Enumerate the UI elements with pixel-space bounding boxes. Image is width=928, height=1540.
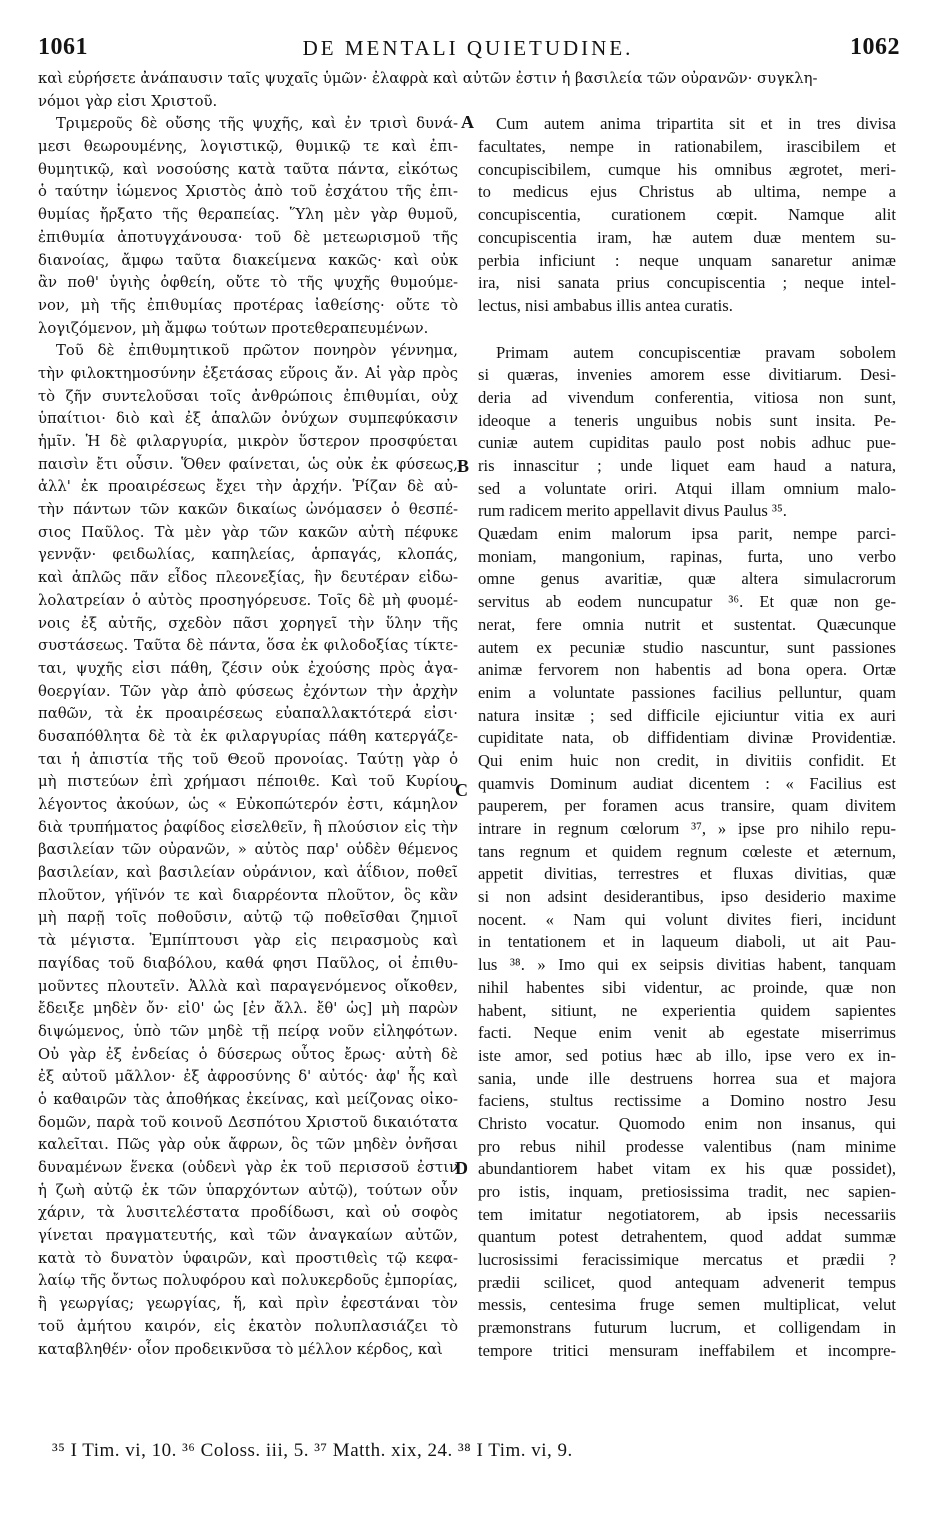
greek-text-line: Τοῦ δὲ ἐπιθυμητικοῦ πρῶτον πονηρὸν γέννημα, — [56, 342, 458, 360]
running-title: DE MENTALI QUIETUDINE. — [302, 36, 634, 60]
latin-text-line: to medicus ejus Christus ab ultima, nempe a — [478, 182, 896, 202]
latin-text-line: sed a voluntate oriri. Atqui illam omnium malo- — [478, 478, 896, 498]
greek-text-line: νοις ἐξ αὐτῆς, σχεδὸν πᾶσι χορηγεῖ τὴν ὕλην τῆς — [38, 614, 458, 632]
latin-text-line: tempore tritici mensuram ineffabilem et incompre- — [478, 1340, 896, 1360]
latin-text-line: iste amor, sed potius hæc ab illo, ipse vero ex in- — [478, 1045, 896, 1065]
latin-text-line: deria ad vivendum conferentia, vitiosa non sunt, — [478, 387, 896, 407]
greek-text-line: ἂν ποθ' ὑγιὴς ὀφθείη, οὔτε τὸ τῆς ψυχῆς θυμούμε- — [38, 274, 458, 292]
paragraph-gap — [478, 318, 896, 342]
latin-text-line: facultates, nempe in rationabilem, irascibilem et — [478, 137, 896, 157]
greek-text-line: τοῦ ἀμήτου καιρόν, εἰς ἑκατὸν πολυπλασιάζει τὸ — [38, 1317, 458, 1335]
latin-text-line: servitus ab eodem nuncupatur ³⁶. Et quæ non ge- — [478, 592, 896, 612]
latin-text-line: si non adsint desiderantibus, ipso desiderio maxime — [478, 887, 896, 907]
latin-text-line: præmonstrans futurum lucrum, et colligendam in — [478, 1318, 896, 1338]
greek-text-line: καὶ εὑρήσετε ἀνάπαυσιν ταῖς ψυχαῖς ὑμῶν· ἐλαφρὰ καὶ αὐτῶν ἐστιν ἡ βασιλεία τῶν οὐρανῶν· συγκλη- — [38, 70, 818, 87]
greek-text-line: ται ἡ ἀπιστία τῆς τοῦ Θεοῦ προνοίας. Ταύτῃ γὰρ ὁ — [38, 750, 458, 768]
latin-text-line: moniam, mangonium, rapinas, furta, uno verbo — [478, 546, 896, 566]
greek-text-line: διὰ τρυπήματος ῥαφίδος εἰσελθεῖν, ἢ πλούσιον εἰς τὴν — [38, 818, 458, 836]
greek-text-line: τὴν πάντων τῶν κακῶν δικαίως ὠνόμασεν ὁ θεσπέ- — [38, 501, 458, 519]
greek-text-line: λέγοντος ἀκούων, ὡς « Εὐκοπώτερόν ἐστι, κάμηλον — [38, 796, 458, 813]
section-marker-c: C — [455, 780, 468, 800]
greek-text-line: λογιζόμενον, μὴ ἄμφω τούτων προτεθεραπευμένων. — [38, 319, 429, 337]
page-header — [28, 34, 908, 60]
footnotes: ³⁵ I Tim. vi, 10. ³⁶ Coloss. iii, 5. ³⁷ Matth. xix, 24. ³⁸ I Tim. vi, 9. — [52, 1440, 573, 1461]
latin-text-line: tans regnum et quidem regnum cœleste et æternum, — [478, 841, 896, 861]
greek-text-line: δομῶν, παρὰ τοῦ κοινοῦ Δεσπότου Χριστοῦ δικαιότατα — [38, 1113, 458, 1131]
greek-text-line: νόμοι γὰρ εἰσι Χριστοῦ. — [38, 92, 218, 110]
greek-text-line: λαίῳ τῆς ὄντως πολυφόρου καὶ πολυκερδοῦς ἐμπορίας, — [38, 1272, 458, 1290]
latin-text-line: facti. Neque enim venit ab egestate miserrimus — [478, 1023, 896, 1043]
latin-text-line: intrare in regnum cœlorum ³⁷, » ipse pro nihilo repu- — [478, 819, 896, 839]
greek-text-line: νον, μὴ τῆς ἐπιθυμίας προτέρας ἰαθείσης· οὔτε τὸ — [38, 296, 458, 314]
greek-text-line: μεσι θεωρουμένης, λογιστικῷ, θυμικῷ τε καὶ ἐπι- — [38, 138, 458, 156]
greek-text-line: σιος Παῦλος. Τὰ μὲν γὰρ τῶν κακῶν αὐτὴ πέφυκε — [38, 523, 458, 541]
greek-text-line: τὸ ζῆν συντελοῦσαι τοῖς ἀνθρώποις ἐπιθυμίαι, οὐχ — [38, 387, 458, 405]
latin-text-line: faciens, stultus rectissime a Domino nostro Jesu — [478, 1091, 896, 1111]
section-marker-a: A — [461, 112, 474, 132]
latin-text-line: si quæras, invenies amorem esse divitiarum. Desi- — [478, 365, 896, 385]
latin-text-line: lucrosissimi feracissimique mercatus et prædii ? — [478, 1250, 896, 1270]
greek-text-line: παισὶν ἔτι οὖσιν. Ὅθεν φαίνεται, ὡς οὐκ ἐκ φύσεως, — [38, 455, 458, 473]
latin-text-line: Cum autem anima tripartita sit et in tres divisa — [496, 114, 896, 134]
greek-text-line: λολατρείαν ὁ αὐτὸς προσηγόρευσε. Τοῖς δὲ μὴ φυομέ- — [38, 591, 458, 609]
greek-text-line: καὶ ἁπλῶς πᾶν εἶδος πλεονεξίας, ἣν δευτέραν εἰδω- — [38, 569, 458, 587]
greek-text-line: θυμητικῷ, καὶ νοσούσης κατὰ ταῦτα πάντα, εἰκότως — [38, 160, 458, 178]
greek-text-line: ἢ γεωργίας; γεωργίας, ἥ, καὶ πρὶν ἐφεστάναι τὸν — [38, 1295, 458, 1313]
greek-text-line: γίνεται πραγματευτής, καὶ τῶν ἀναγκαίων αὐτῶν, — [38, 1227, 458, 1245]
latin-text-line: autem ex pecuniæ studio nascuntur, sunt passiones — [478, 637, 896, 657]
greek-text-line: ται, ψυχῆς εἰσι πάθη, ζέσιν οὐκ ἐχούσης πρὸς ἀγα- — [38, 659, 458, 677]
greek-text-line: θυμίας ἤρξατο τῆς θεραπείας. Ὕλη μὲν γὰρ θυμοῦ, — [38, 206, 458, 224]
latin-text-line: enim a voluntate passiones facilius pelluntur, quam — [478, 682, 896, 702]
greek-text-line: Τριμεροῦς δὲ οὔσης τῆς ψυχῆς, καὶ ἐν τρισὶ δυνά- — [56, 115, 458, 133]
greek-text-line: ὁ ταύτην ἰώμενος Χριστὸς ἀπὸ τοῦ ἐσχάτου τῆς ἐπι- — [38, 183, 458, 201]
latin-text-line: habent, sitiunt, ne experientia quidem sapientes — [478, 1000, 896, 1020]
latin-text-line: Qui enim huic non credit, in divitiis confidit. Et — [478, 750, 896, 770]
latin-text-line: Primam autem concupiscentiæ pravam sobolem — [496, 342, 896, 362]
latin-column — [478, 113, 896, 1362]
latin-text-line: ideoque a teneris unguibus nobis sunt insita. Pe- — [478, 410, 896, 430]
greek-text-line: ἔδειξε μηδὲν ὄν· εἰ0' ὡς [ἐν ἄλλ. ἔθ' ὡς] μὴ παρὼν — [38, 1000, 458, 1018]
section-marker-d: D — [455, 1158, 468, 1178]
greek-text-line: δυσαπόθλητα δὲ τὰ ἐκ φιλαργυρίας πάθη κατεργάζε- — [38, 727, 458, 745]
latin-text-line: quamvis Dominum audiat dicentem : « Facilius est — [478, 773, 896, 793]
greek-text-line: Οὐ γὰρ ἐξ ἐνδείας ὁ δύσερως οὗτος ἔρως· αὐτὴ δὲ — [38, 1045, 458, 1063]
greek-text-line: ἡμῖν. Ἡ δὲ φιλαργυρία, μικρὸν ὕστερον προσφύεται — [38, 433, 458, 450]
greek-text-line: βασιλείαν, καὶ βασιλείαν οὐράνιον, καὶ ἀΐδιον, ποθεῖ — [38, 864, 458, 882]
greek-text-line: μὴ πιστεύων ἐπὶ χρήμασι πέποιθε. Καὶ τοῦ Κυρίου — [38, 773, 458, 791]
latin-text-line: sania, unde ille destruens horrea sua et majora — [478, 1068, 896, 1088]
greek-text-line: ἀλλ' ἐκ προαιρέσεως ἔχει τὴν ἀρχήν. Ῥίζαν δὲ αὐ- — [38, 478, 458, 496]
latin-text-line: ira, nisi sanata prius concupiscentia ; neque intel- — [478, 273, 896, 293]
latin-text-line: pro istis, inquam, pretiosissima tradit, nec sapien- — [478, 1182, 896, 1202]
greek-text-line: πλοῦτον, γήϊνόν τε καὶ διαρρέοντα πλοῦτον, ὃς κἂν — [38, 886, 458, 904]
greek-text-line: γεννᾷν· φειδωλίας, καπηλείας, ἁρπαγάς, κλοπάς, — [38, 546, 458, 564]
greek-text-line: ἐπιθυμία ἀποτυγχάνουσα· τοῦ δὲ μετεωρισμοῦ τῆς — [38, 228, 458, 246]
greek-text-line: μοῦντες πλουτεῖν. Ἀλλὰ καὶ παραγενόμενος οἴκοθεν, — [38, 977, 458, 995]
latin-text-line: omne genus avaritiæ, quæ altera simulacrorum — [478, 569, 896, 589]
greek-text-line: χάριν, τὰ λυσιτελέστατα προδίδωσι, καὶ οὐ σοφὸς — [38, 1204, 458, 1222]
latin-text-line: in tentationem et in laqueum diaboli, ut ait Pau- — [478, 932, 896, 952]
latin-text-line: ris innascitur ; unde liquet eam haud a natura, — [478, 456, 896, 476]
latin-text-line: rum radicem merito appellavit divus Paulus ³⁵. — [478, 501, 787, 521]
greek-text-line: βασιλείαν τῶν οὐρανῶν, » αὐτὸς παρ' οὐδὲν θέμενος — [38, 841, 458, 859]
latin-text-line: nihil habentes sibi videntur, ac proinde, quæ non — [478, 977, 896, 997]
latin-text-line: quantum potest detrahentem, quod addat summæ — [478, 1227, 896, 1247]
greek-text-line: θοεργίαν. Τῶν γὰρ ἀπὸ φύσεως ἐχόντων τὴν ἀρχὴν — [38, 682, 458, 700]
latin-text-line: concupiscibilem, cumque his omnibus ægrotet, meri- — [478, 159, 896, 179]
latin-text-line: pauperem, per foramen acus transire, quam divitem — [478, 796, 896, 816]
page-number-left: 1061 — [38, 34, 88, 60]
latin-text-line: appetit divitias, terrestres et fluxas divitias, quæ — [478, 864, 896, 884]
latin-text-line: concupiscentia, curationem cœpit. Namque alit — [478, 205, 896, 225]
latin-text-line: animæ fervorem non habentis ad bona opera. Ortæ — [478, 660, 896, 680]
greek-text-line: ὁ καθαιρῶν τὰς ἀποθήκας ἐκείνας, καὶ μείζονας οἰκο- — [38, 1090, 458, 1108]
page-number-right: 1062 — [850, 34, 900, 60]
latin-text-line: nocent. « Nam qui volunt divites fieri, incidunt — [478, 909, 896, 929]
latin-text-line: perbia inficiunt : neque unquam sanaretur animæ — [478, 250, 896, 270]
greek-text-line: κατὰ τὸ δυνατὸν ὑφαιρῶν, καὶ προστιθεὶς τῷ κεφα- — [38, 1249, 458, 1267]
latin-text-line: cuniæ autem cupiditas paulo post nobis adhuc pue- — [478, 433, 896, 453]
latin-text-line: nerat, fere omnia nutrit et sustentat. Quæcunque — [478, 614, 896, 634]
greek-text-line: διψώμενος, ὑπὸ τῶν μηδὲ τῇ πείρᾳ νοῦν εἰληφότων. — [38, 1022, 458, 1040]
latin-text-line: abundantiorem habet vitam ex his quæ possidet), — [478, 1159, 896, 1179]
latin-text-line: tem imitatur negotiatorem, ab ipsis necessariis — [478, 1204, 896, 1224]
latin-text-line: Christo vocatur. Quomodo enim non insanus, qui — [478, 1113, 896, 1133]
greek-text-line: παθῶν, τὰ ἐκ προαιρέσεως εὐαπαλλακτότερά εἰσι· — [38, 705, 458, 723]
latin-text-line: cupiditate nata, ob diffidentiam divinæ Providentiæ. — [478, 728, 896, 748]
greek-text-line: διανοίας, ἄμφω ταῦτα διακείμενα κακῶς· καὶ οὐκ — [38, 251, 458, 269]
greek-text-line: καλεῖται. Πῶς γὰρ οὐκ ἄφρων, ὃς τῶν μηδὲν ὀνῆσαι — [38, 1136, 458, 1154]
greek-text-line: καταβληθέν· οἷον προδεικνῦσα τὸ μέλλον κέρδος, καὶ — [38, 1340, 443, 1358]
section-marker-b: B — [457, 456, 470, 476]
latin-text-line: concupiscentia iram, hæ autem duæ mentem su- — [478, 227, 896, 247]
latin-text-line: pro rebus nihil prodesse valentibus (nam minime — [478, 1136, 896, 1156]
greek-text-line: μὴ παρῇ τοῖς ποθοῦσιν, αὐτῷ τῷ ποθεῖσθαι ζημιοῖ — [38, 909, 458, 927]
latin-text-line: natura insitæ ; sed difficile ejiciuntur vitia ex auri — [478, 705, 896, 725]
greek-text-line: τὴν φιλοκτημοσύνην ἐξετάσας εὕροις ἄν. Αἱ γὰρ πρὸς — [38, 364, 458, 382]
latin-text-line: Quædam enim malorum ipsa parit, nempe parci- — [478, 524, 896, 544]
greek-text-line: συστάσεως. Ταῦτα δὲ πάντα, ὅσα ἐκ φιλοδοξίας τίκτε- — [38, 637, 458, 655]
greek-text-line: ἐξ αὐτοῦ μᾶλλον· ἐξ ἀφροσύνης δ' αὐτός· ἀφ' ἧς καὶ — [38, 1068, 458, 1086]
greek-text-line: ὑπαίτιοι· διὸ καὶ ἐξ ἁπαλῶν ὀνύχων συμπεφύκασιν — [38, 410, 458, 428]
latin-text-line: lus ³⁸. » Imo qui ex seipsis divitias habent, tanquam — [478, 955, 896, 975]
greek-text-line: ἡ ζωὴ αὐτῷ ἐκ τῶν ὑπαρχόντων αὐτῷ), τούτων οὖν — [38, 1181, 458, 1199]
greek-text-line: δυναμένων ἕνεκα (οὐδενὶ γὰρ ἐκ τοῦ περισσοῦ ἐστιν — [38, 1159, 458, 1176]
latin-text-line: messis, centesima fruge semen multiplicat, velut — [478, 1295, 896, 1315]
greek-text-line: παγίδας τοῦ διαβόλου, καθά φησι Παῦλος, οἱ ἐπιθυ- — [38, 954, 458, 972]
greek-text-line: τὰ μέγιστα. Ἐμπίπτουσι γὰρ εἰς πειρασμοὺς καὶ — [38, 932, 458, 950]
latin-text-line: lectus, nisi ambabus illis antea curatis. — [478, 295, 733, 315]
latin-text-line: prædii scilicet, quod antequam advenerit tempus — [478, 1272, 896, 1292]
